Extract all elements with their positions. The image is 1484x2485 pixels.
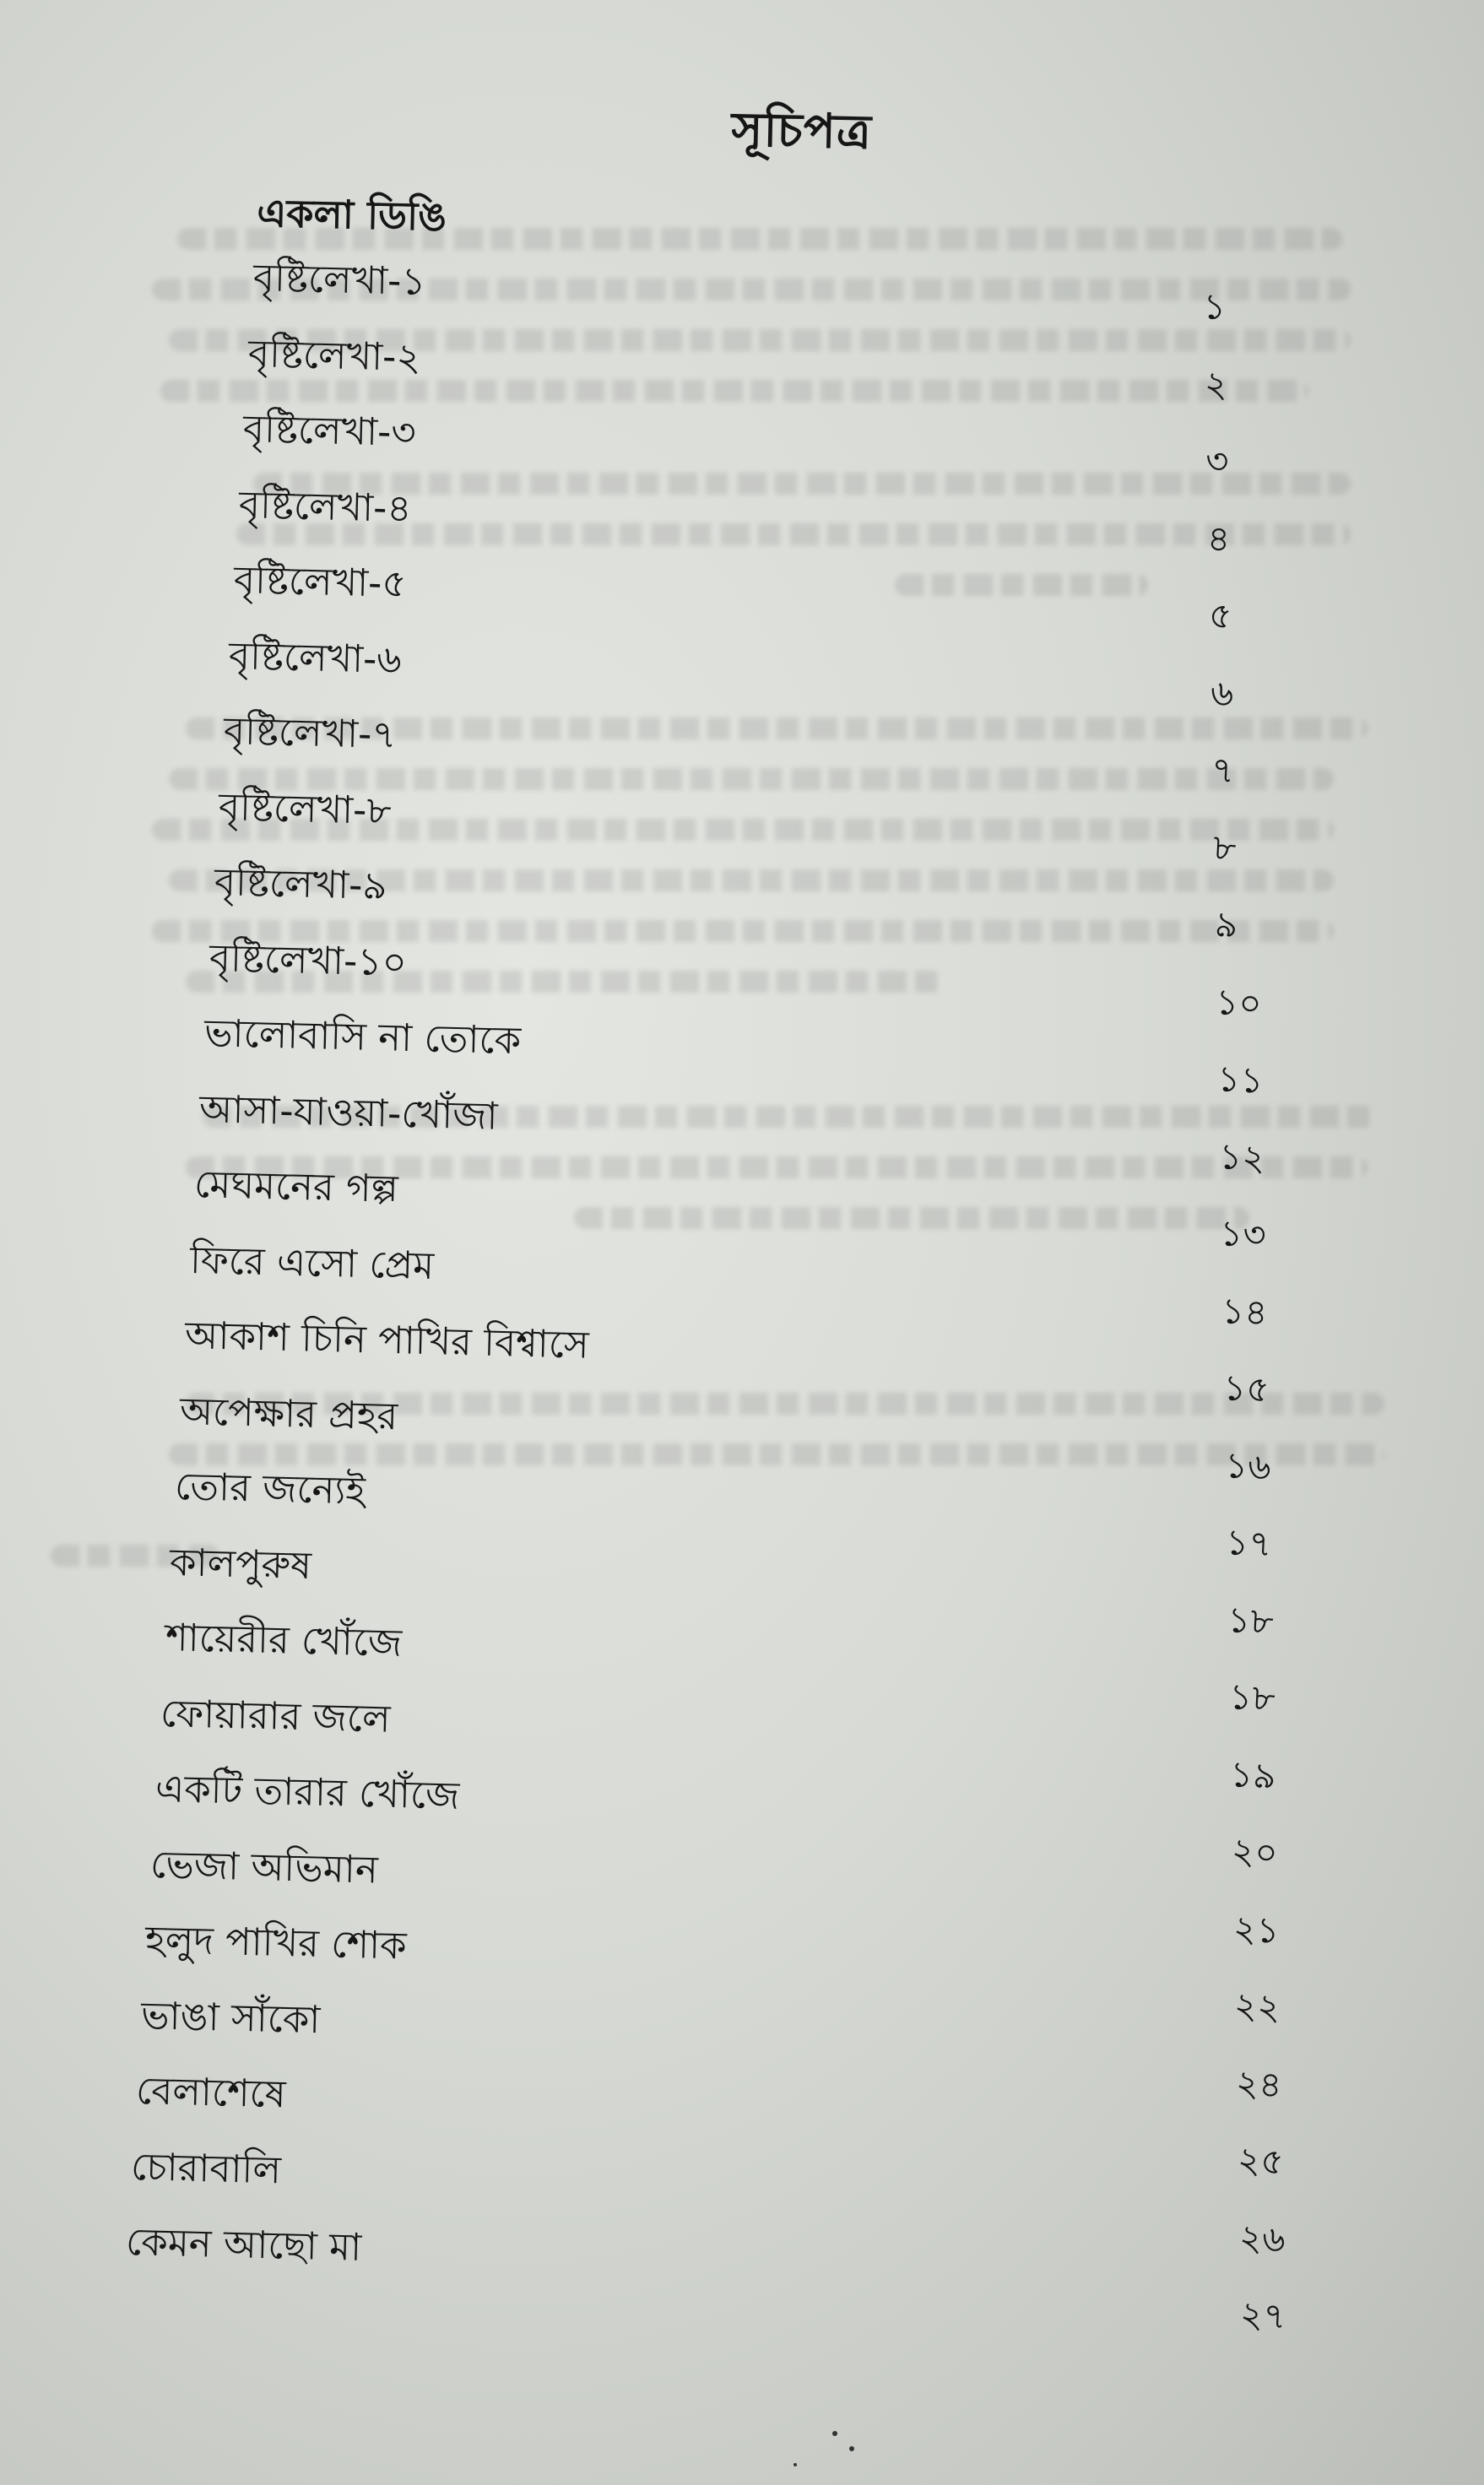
toc-entry-page-number: ২৫ bbox=[1236, 2139, 1285, 2183]
toc-entry-title: ফিরে এসো প্রেম bbox=[189, 1237, 435, 1288]
toc-entry-title: কালপুরুষ bbox=[169, 1539, 313, 1588]
toc-entry-title: বৃষ্টিলেখা-৮ bbox=[218, 783, 393, 833]
toc-entry-page-number: ৫ bbox=[1207, 594, 1233, 637]
toc-entry-title: কেমন আছো মা bbox=[125, 2219, 362, 2270]
toc-entry-page-number: ৭ bbox=[1210, 749, 1236, 792]
toc-entry-page-number: ১৫ bbox=[1221, 1367, 1270, 1410]
toc-entry-title: বৃষ্টিলেখা-৬ bbox=[228, 632, 403, 682]
toc-entry-title: মেঘমনের গল্প bbox=[193, 1161, 399, 1211]
toc-entry-title: আসা-যাওয়া-খোঁজা bbox=[198, 1085, 499, 1139]
toc-entry-page-number: ১১ bbox=[1216, 1058, 1265, 1102]
toc-entry-title: একটি তারার খোঁজে bbox=[154, 1766, 460, 1818]
toc-entry-title: বেলাশেষে bbox=[135, 2068, 286, 2117]
toc-entry-page-number: ১৩ bbox=[1219, 1212, 1268, 1256]
toc-entry-page-number: ১৯ bbox=[1229, 1752, 1278, 1797]
toc-entry-title: ভেজা অভিমান bbox=[149, 1841, 379, 1892]
toc-entry-title: বৃষ্টিলেখা-১ bbox=[252, 255, 427, 304]
toc-entry-page-number: ১৮ bbox=[1227, 1676, 1276, 1719]
toc-entry-title: ভালোবাসি না তোকে bbox=[203, 1010, 522, 1064]
section-heading: একলা ডিঙি bbox=[256, 189, 447, 240]
toc-entry-page-number: ৯ bbox=[1213, 903, 1239, 946]
toc-entry-page-number: ২০ bbox=[1230, 1830, 1279, 1874]
toc-entry-page-number: ১০ bbox=[1215, 980, 1264, 1025]
toc-entry-page-number: ১২ bbox=[1217, 1134, 1266, 1179]
toc-entry-title: অপেক্ষার প্রহর bbox=[179, 1388, 398, 1438]
toc-entry-title: বৃষ্টিলেখা-৯ bbox=[214, 859, 387, 908]
toc-entry-title: বৃষ্টিলেখা-৭ bbox=[223, 708, 398, 757]
toc-entry-page-number: ১ bbox=[1201, 285, 1227, 328]
toc-entry-page-number: ২ bbox=[1203, 362, 1229, 405]
toc-entry-page-number: ১৭ bbox=[1225, 1521, 1274, 1565]
toc-entry-page-number: ৩ bbox=[1205, 440, 1231, 483]
ink-speck bbox=[832, 2431, 837, 2436]
toc-entry-page-number: ২৭ bbox=[1239, 2293, 1288, 2337]
page-title: সূচিপত্র bbox=[730, 102, 873, 160]
ink-speck bbox=[849, 2446, 854, 2451]
toc-entry-title: আকাশ চিনি পাখির বিশ্বাসে bbox=[184, 1313, 590, 1367]
toc-entry-page-number: ১৮ bbox=[1226, 1598, 1275, 1643]
toc-entry-page-number: ২২ bbox=[1233, 1984, 1282, 2028]
toc-entry-title: বৃষ্টিলেখা-৩ bbox=[242, 406, 417, 455]
toc-entry-title: শায়েরীর খোঁজে bbox=[165, 1615, 403, 1665]
toc-entry-title: ভাঙা সাঁকো bbox=[140, 1992, 321, 2042]
toc-entry-title: বৃষ্টিলেখা-২ bbox=[247, 330, 422, 380]
toc-entry-title: ফোয়ারার জলে bbox=[160, 1690, 391, 1741]
toc-entry-page-number: ২১ bbox=[1232, 1907, 1281, 1952]
toc-entry-title: চোরাবালি bbox=[130, 2143, 282, 2192]
toc-entry-page-number: ২৪ bbox=[1234, 2061, 1284, 2106]
toc-entry-page-number: ৬ bbox=[1209, 671, 1235, 714]
ink-speck bbox=[793, 2463, 797, 2466]
toc-entry-title: তোর জন্যেই bbox=[174, 1464, 366, 1513]
toc-entry-page-number: ১৬ bbox=[1223, 1443, 1272, 1488]
toc-entry-page-number: ৮ bbox=[1211, 826, 1238, 869]
toc-entry-title: বৃষ্টিলেখা-১০ bbox=[209, 934, 408, 985]
toc-entry-title: হলুদ পাখির শোক bbox=[144, 1917, 408, 1968]
toc-entry-page-number: ২৬ bbox=[1238, 2216, 1286, 2260]
toc-entry-page-number: ৪ bbox=[1205, 517, 1232, 560]
toc-entry-page-number: ১৪ bbox=[1220, 1289, 1269, 1334]
toc-entry-title: বৃষ্টিলেখা-৪ bbox=[238, 481, 412, 531]
toc-entry-title: বৃষ্টিলেখা-৫ bbox=[233, 557, 408, 606]
